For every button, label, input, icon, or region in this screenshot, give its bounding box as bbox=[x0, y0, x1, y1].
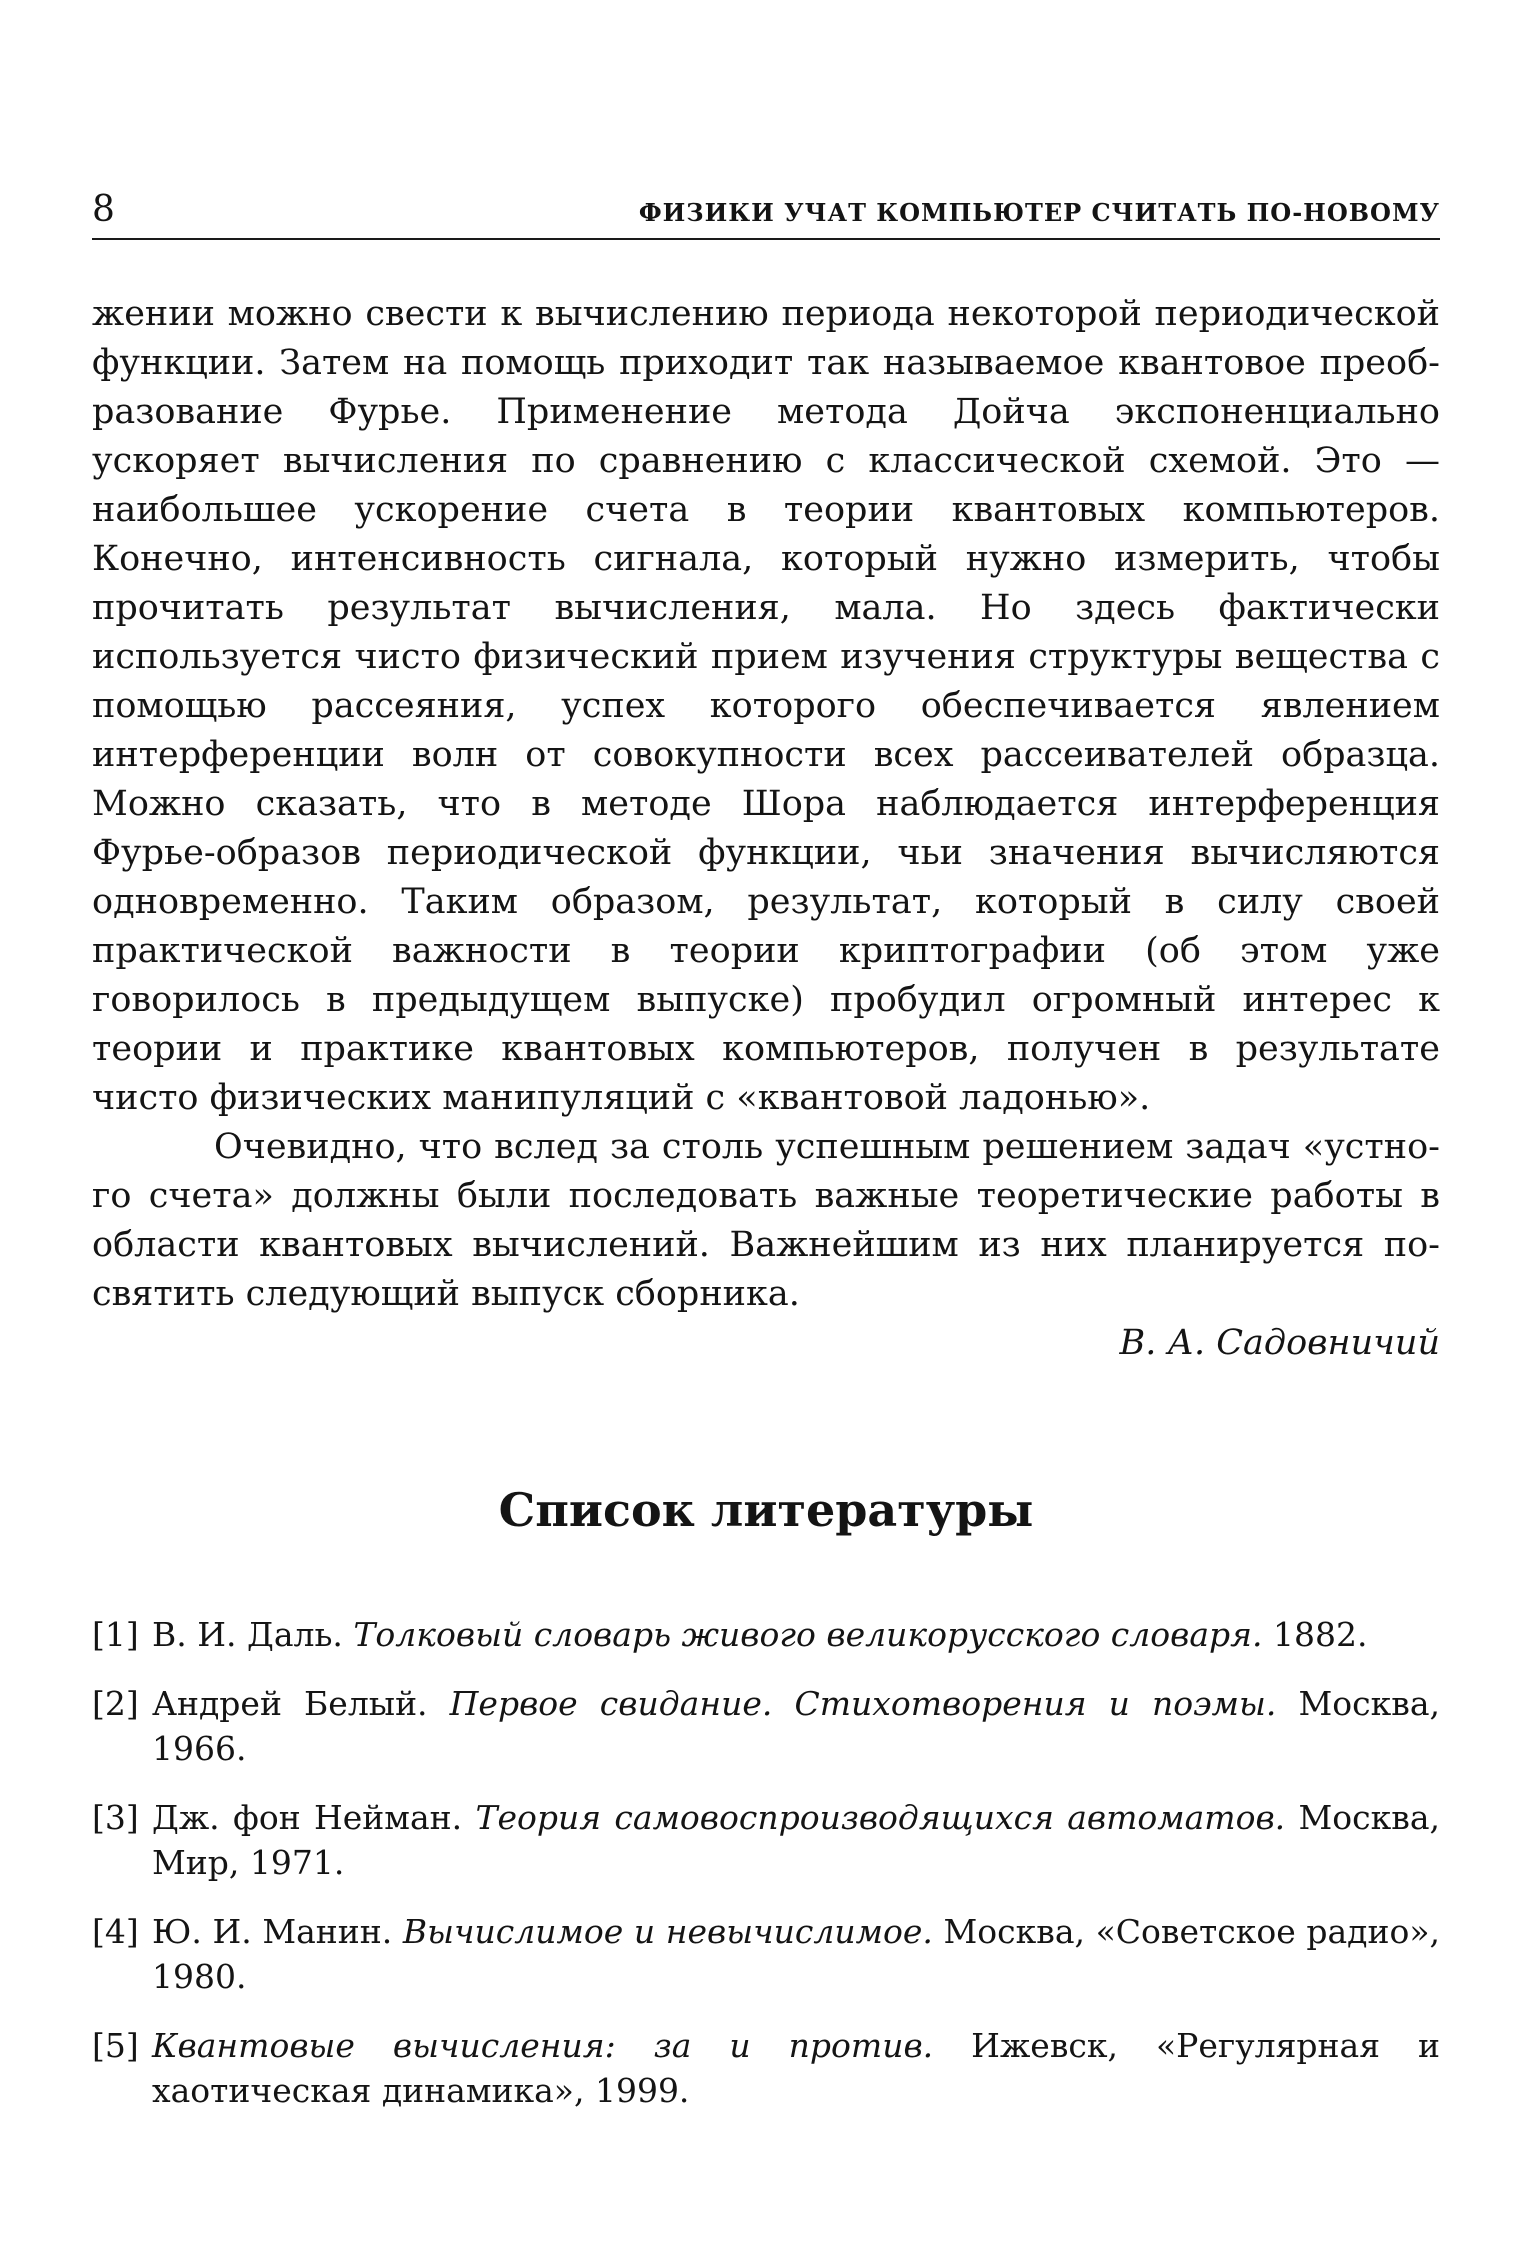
reference-item bbox=[92, 1909, 1440, 1999]
reference-author: Дж. фон Нейман. bbox=[152, 1798, 476, 1837]
page-number: 8 bbox=[92, 189, 115, 230]
reference-number: [2] bbox=[92, 1684, 139, 1723]
paragraph: Очевидно, что вслед за столь успешным решением задач «устного счета» должны были последовать важные теоретические работы в области квантовых вычислений. Важнейшим из них планируется посвятить следующий выпуск сборника. bbox=[92, 1127, 1440, 1314]
book-page bbox=[92, 0, 1440, 2246]
reference-item bbox=[92, 1612, 1440, 1657]
reference-author: В. И. Даль. bbox=[152, 1615, 354, 1654]
reference-number: [3] bbox=[92, 1798, 139, 1837]
reference-title: Первое свидание. Стихотворения и поэмы. bbox=[449, 1684, 1277, 1723]
reference-author: Ю. И. Манин. bbox=[152, 1912, 403, 1951]
paragraph: жении можно свести к вычислению периода некоторой периодической функции. Затем на помощь приходит так называемое квантовое преобразование Фурье. Применение метода Дойча экспоненциально ускоряет вычисления по сравнению с классической схемой. Это — наибольшее ускорение счета в теории квантовых компьютеров. Конечно, интенсивность сигнала, который нужно измерить, чтобы прочитать результат вычисления, мала. Но здесь фактически используется чисто физический прием изучения структуры вещества с помощью рассеяния, успех которого обеспечивается явлением интерференции волн от совокупности всех рассеивателей образца. Можно сказать, что в методе Шора наблюдается интерференция Фурье-образов периодической функции, чьи значения вычисляются одновременно. Таким образом, результат, который в силу своей практической важности в теории криптографии (об этом уже говорилось в предыдущем выпуске) пробудил огромный интерес к теории и практике квантовых компьютеров, получен в результате чисто физических манипуляций с «квантовой ладонью». bbox=[92, 294, 1440, 1118]
running-header bbox=[92, 190, 1440, 240]
reference-item bbox=[92, 1681, 1440, 1771]
reference-title: Теория самовоспроизводящихся автоматов. bbox=[475, 1798, 1286, 1837]
reference-publication: Москва, 1966. bbox=[152, 1684, 1440, 1768]
reference-number: [1] bbox=[92, 1615, 139, 1654]
reference-publication: Москва, «Советское радио», 1980. bbox=[152, 1912, 1441, 1996]
running-title: ФИЗИКИ УЧАТ КОМПЬЮТЕР СЧИТАТЬ ПО-НОВОМУ bbox=[638, 198, 1440, 227]
reference-item bbox=[92, 2023, 1440, 2113]
reference-title: Квантовые вычисления: за и против. bbox=[152, 2026, 934, 2065]
reference-publication: Москва, Мир, 1971. bbox=[152, 1798, 1440, 1882]
reference-title: Вычислимое и невычислимое. bbox=[402, 1912, 933, 1951]
author-signature: В. А. Садовничий bbox=[1119, 1323, 1440, 1363]
reference-publication: Ижевск, «Регулярная и хаотическая динамика», 1999. bbox=[152, 2026, 1441, 2110]
reference-publication: 1882. bbox=[1262, 1615, 1368, 1654]
reference-title: Толковый словарь живого великорусского словаря. bbox=[353, 1615, 1263, 1654]
reference-number: [4] bbox=[92, 1912, 139, 1951]
references-heading: Список литературы bbox=[498, 1483, 1034, 1537]
references-list bbox=[92, 1612, 1440, 2137]
reference-item bbox=[92, 1795, 1440, 1885]
reference-number: [5] bbox=[92, 2026, 139, 2065]
body-text bbox=[92, 290, 1440, 1368]
reference-author: Андрей Белый. bbox=[152, 1684, 450, 1723]
